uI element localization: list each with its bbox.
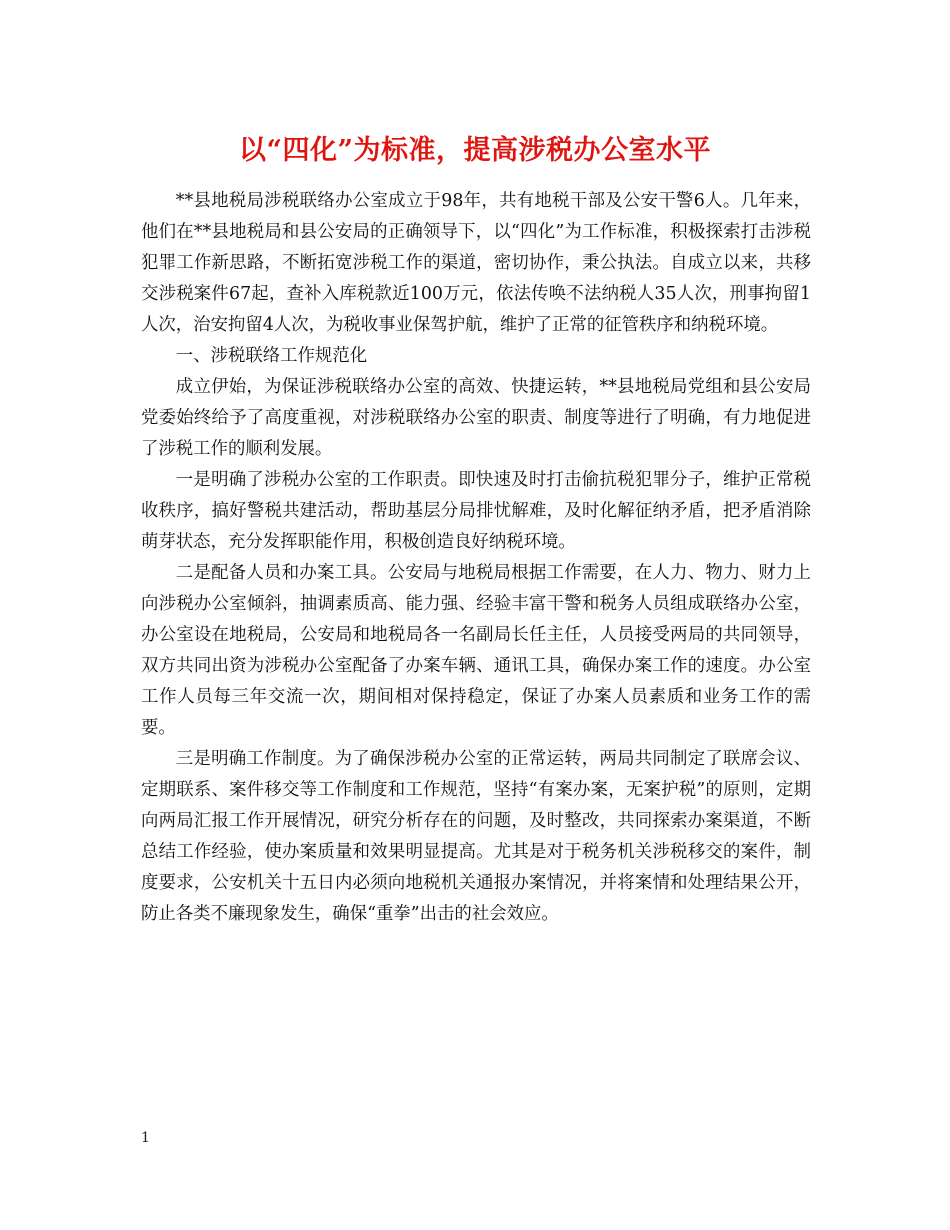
paragraph-point-two: 二是配备人员和办案工具。公安局与地税局根据工作需要，在人力、物力、财力上向涉税办公室倾斜，抽调素质高、能力强、经验丰富干警和税务人员组成联络办公室，办公室设在地税局，公安局和地税局各一名副局长任主任，人员接受两局的共同领导，双方共同出资为涉税办公室配备了办案车辆、通讯工具，确保办案工作的速度。办公室工作人员每三年交流一次，期间相对保持稳定，保证了办案人员素质和业务工作的需要。 xyxy=(141,563,811,738)
section-heading: 一、涉税联络工作规范化 xyxy=(175,346,368,366)
paragraph-point-three: 三是明确工作制度。为了确保涉税办公室的正常运转，两局共同制定了联席会议、定期联系、案件移交等工作制度和工作规范，坚持“有案办案，无案护税”的原则，定期向两局汇报工作开展情况，研究分析存在的问题，及时整改，共同探索办案渠道，不断总结工作经验，使办案质量和效果明显提高。尤其是对于税务机关涉税移交的案件，制度要求，公安机关十五日内必须向地税机关通报办案情况，并将案情和处理结果公开，防止各类不廉现象发生，确保“重拳”出击的社会效应。 xyxy=(141,749,811,924)
document-body xyxy=(141,172,811,930)
paragraph-point-one: 一是明确了涉税办公室的工作职责。即快速及时打击偷抗税犯罪分子，维护正常税收秩序，搞好警税共建活动，帮助基层分局排忧解难，及时化解征纳矛盾，把矛盾消除萌芽状态，充分发挥职能作用，积极创造良好纳税环境。 xyxy=(141,470,811,552)
document-title: 以“四化”为标准，提高涉税办公室水平 xyxy=(238,135,712,166)
paragraph-intro: **县地税局涉税联络办公室成立于98年，共有地税干部及公安干警6人。几年来，他们在**县地税局和县公安局的正确领导下，以“四化”为工作标准，积极探索打击涉税犯罪工作新思路，不断拓宽涉税工作的渠道，密切协作，秉公执法。自成立以来，共移交涉税案件67起，查补入库税款近100万元，依法传唤不法纳税人35人次，刑事拘留1人次，治安拘留4人次，为税收事业保驾护航，维护了正常的征管秩序和纳税环境。 xyxy=(141,191,811,335)
paragraph-overview: 成立伊始，为保证涉税联络办公室的高效、快捷运转，**县地税局党组和县公安局党委始终给予了高度重视，对涉税联络办公室的职责、制度等进行了明确，有力地促进了涉税工作的顺利发展。 xyxy=(141,377,811,459)
page-number: 1 xyxy=(141,1130,150,1146)
